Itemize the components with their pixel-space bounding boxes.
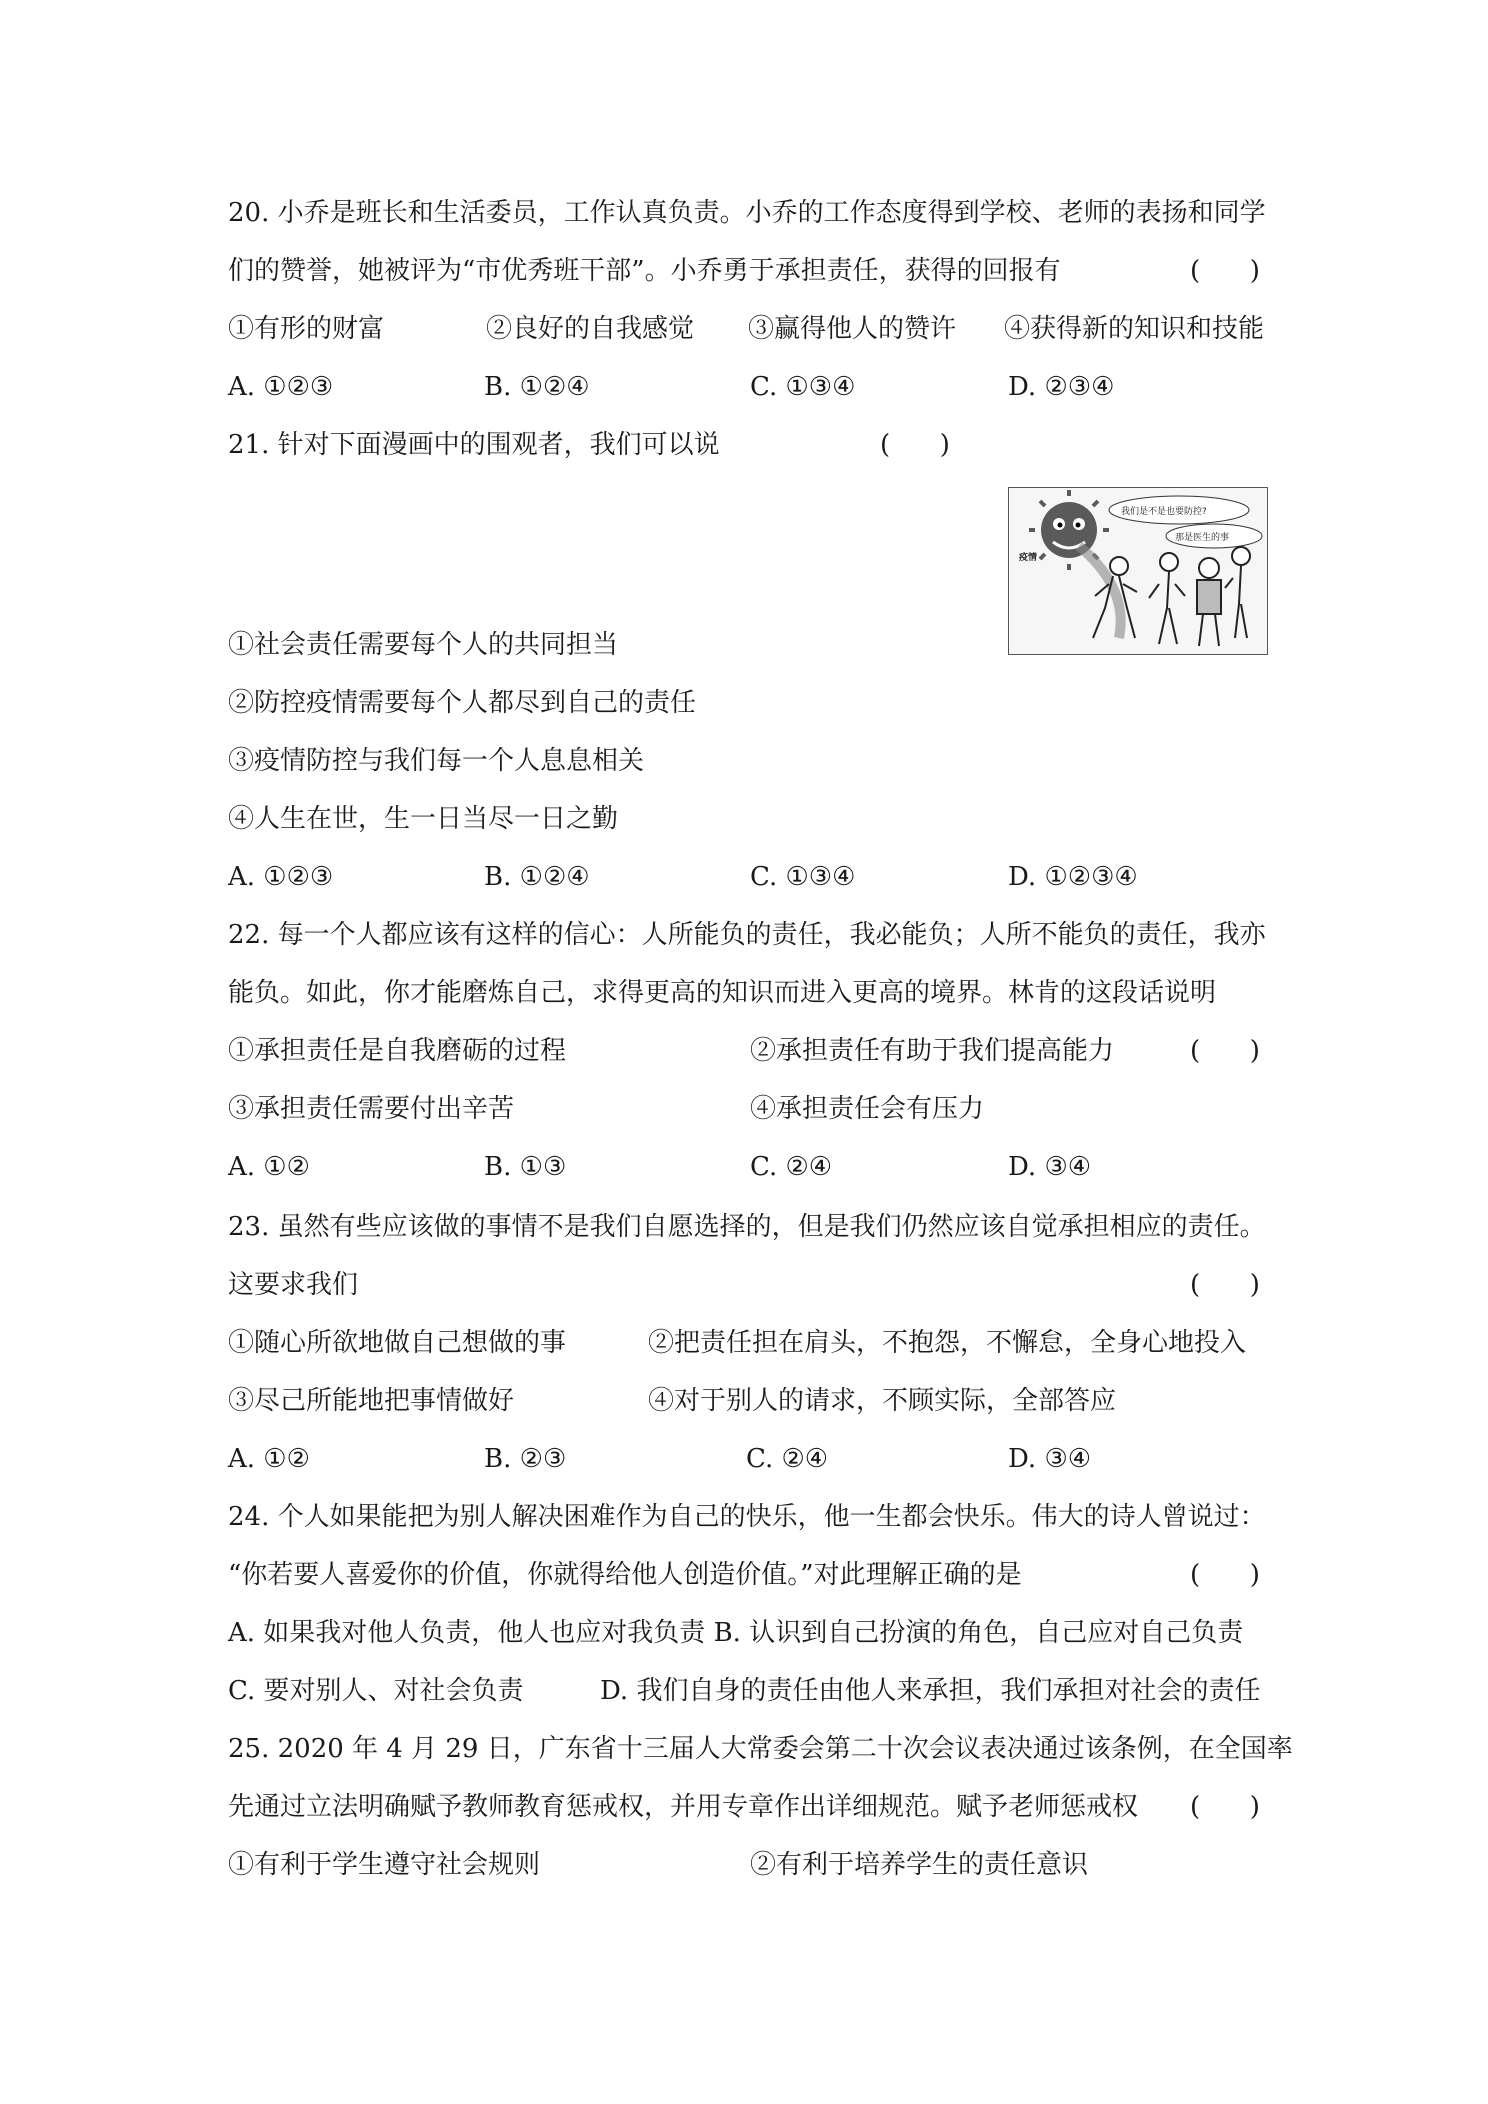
q21-statement-2: ②防控疫情需要每个人都尽到自己的责任 [228, 688, 697, 718]
q25-stem-line-1: 25. 2020 年 4 月 29 日，广东省十三届人大常委会第二十次会议表决通过该条例，在全国率 [228, 1734, 1293, 1764]
q20-choice-a: A. ①②③ [228, 372, 334, 402]
q23-choice-a: A. ①② [228, 1444, 310, 1474]
q23-stem-line-1: 23. 虽然有些应该做的事情不是我们自愿选择的，但是我们仍然应该自觉承担相应的责任。 [228, 1212, 1266, 1242]
speech-bubble-2: 那是医生的事 [1175, 533, 1230, 543]
q20-statement-3: ③赢得他人的赞许 [748, 314, 957, 344]
q20-stem-line-2: 们的赞誉，她被评为“市优秀班干部”。小乔勇于承担责任，获得的回报有 [228, 256, 1061, 286]
virus-label: 疫情 [1019, 553, 1038, 563]
q23-choice-b: B. ②③ [484, 1444, 567, 1474]
q21-cartoon [1008, 487, 1268, 655]
q25-statement-2: ②有利于培养学生的责任意识 [750, 1850, 1089, 1880]
q22-statement-1: ①承担责任是自我磨砺的过程 [228, 1036, 567, 1066]
q24-choice-ab: A. 如果我对他人负责，他人也应对我负责 B. 认识到自己扮演的角色，自己应对自己负责 [228, 1618, 1244, 1648]
q20-statement-4: ④获得新的知识和技能 [1004, 314, 1265, 344]
q23-statement-1: ①随心所欲地做自己想做的事 [228, 1328, 567, 1358]
q22-choice-c: C. ②④ [750, 1152, 833, 1182]
q24-answer-paren: ( ) [1190, 1560, 1260, 1590]
q21-answer-paren: ( ) [880, 430, 950, 460]
q21-choice-d: D. ①②③④ [1008, 862, 1138, 892]
q21-choice-c: C. ①③④ [750, 862, 856, 892]
q22-statement-2: ②承担责任有助于我们提高能力 [750, 1036, 1115, 1066]
q24-choice-c: C. 要对别人、对社会负责 [228, 1676, 524, 1706]
q24-stem-line-2: “你若要人喜爱你的价值，你就得给他人创造价值。”对此理解正确的是 [228, 1560, 1022, 1590]
q21-statement-4: ④人生在世，生一日当尽一日之勤 [228, 804, 619, 834]
q21-choice-b: B. ①②④ [484, 862, 590, 892]
q25-statement-1: ①有利于学生遵守社会规则 [228, 1850, 541, 1880]
q24-choice-d: D. 我们自身的责任由他人来承担，我们承担对社会的责任 [600, 1676, 1261, 1706]
q22-choice-a: A. ①② [228, 1152, 310, 1182]
q25-answer-paren: ( ) [1190, 1792, 1260, 1822]
q22-statement-4: ④承担责任会有压力 [750, 1094, 985, 1124]
q23-stem-line-2: 这要求我们 [228, 1270, 359, 1300]
q21-stem-line-1: 21. 针对下面漫画中的围观者，我们可以说 [228, 430, 720, 460]
q25-stem-line-2: 先通过立法明确赋予教师教育惩戒权，并用专章作出详细规范。赋予老师惩戒权 [228, 1792, 1139, 1822]
q20-answer-paren: ( ) [1190, 256, 1260, 286]
q24-stem-line-1: 24. 个人如果能把为别人解决困难作为自己的快乐，他一生都会快乐。伟大的诗人曾说过： [228, 1502, 1266, 1532]
q20-statement-1: ①有形的财富 [228, 314, 385, 344]
q20-stem-line-1: 20. 小乔是班长和生活委员，工作认真负责。小乔的工作态度得到学校、老师的表扬和同学 [228, 198, 1266, 228]
q21-statement-1: ①社会责任需要每个人的共同担当 [228, 630, 619, 660]
q20-statement-2: ②良好的自我感觉 [486, 314, 695, 344]
q22-choice-b: B. ①③ [484, 1152, 567, 1182]
epidemic-cartoon-image [1009, 488, 1267, 654]
q22-answer-paren: ( ) [1190, 1036, 1260, 1066]
q22-statement-3: ③承担责任需要付出辛苦 [228, 1094, 515, 1124]
q23-statement-3: ③尽己所能地把事情做好 [228, 1386, 515, 1416]
q20-choice-d: D. ②③④ [1008, 372, 1115, 402]
speech-bubble-1: 我们是不是也要防控? [1121, 507, 1207, 517]
q23-statement-2: ②把责任担在肩头，不抱怨，不懈怠，全身心地投入 [648, 1328, 1247, 1358]
q20-choice-c: C. ①③④ [750, 372, 856, 402]
q22-stem-line-1: 22. 每一个人都应该有这样的信心：人所能负的责任，我必能负；人所不能负的责任，我亦 [228, 920, 1266, 950]
q23-answer-paren: ( ) [1190, 1270, 1260, 1300]
q22-choice-d: D. ③④ [1008, 1152, 1092, 1182]
q21-statement-3: ③疫情防控与我们每一个人息息相关 [228, 746, 645, 776]
q21-choice-a: A. ①②③ [228, 862, 334, 892]
q20-choice-b: B. ①②④ [484, 372, 590, 402]
q23-choice-d: D. ③④ [1008, 1444, 1092, 1474]
q23-choice-c: C. ②④ [746, 1444, 829, 1474]
q23-statement-4: ④对于别人的请求，不顾实际，全部答应 [648, 1386, 1117, 1416]
q22-stem-line-2: 能负。如此，你才能磨炼自己，求得更高的知识而进入更高的境界。林肯的这段话说明 [228, 978, 1217, 1008]
